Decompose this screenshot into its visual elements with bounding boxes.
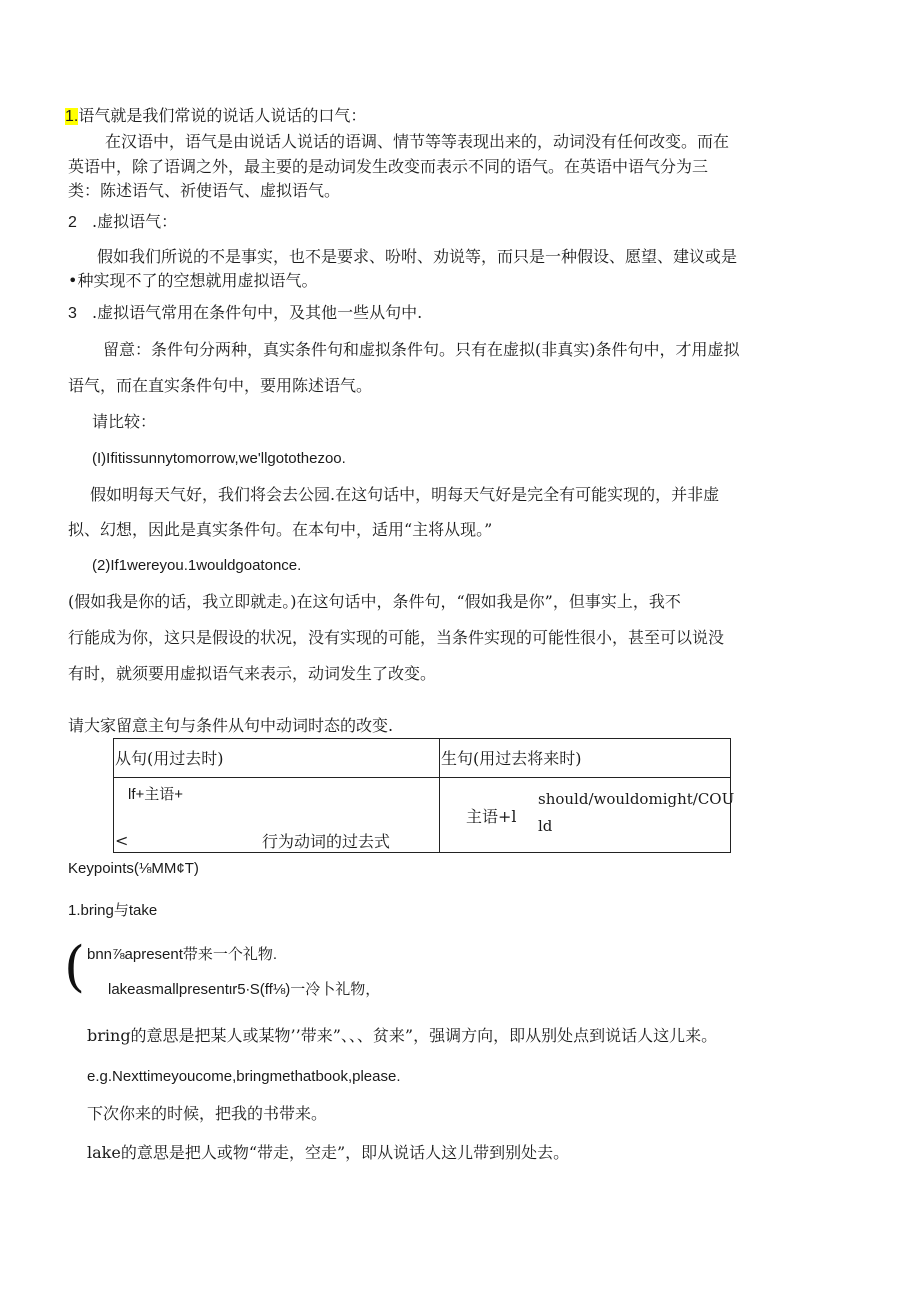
example-2-explanation: (假如我是你的话，我立即就走。)在这句话中，条件句，“假如我是你”，但事实上，我不 <box>68 592 681 611</box>
section-1-heading <box>65 106 366 126</box>
note-line: 语气，而在直实条件句中，要用陈述语气。 <box>68 376 373 395</box>
table-main-subject: 主语+l <box>466 807 517 826</box>
usage-example: e.g.Nexttimeyoucome,bringmethatbook,please. <box>87 1068 401 1085</box>
example-1-explanation: 假如明每天气好，我们将会去公园.在这句话中，明每天气好是完全有可能实现的，并非虚 <box>90 485 720 504</box>
keypoint-1-heading: 1.bring与take <box>68 902 158 919</box>
example-2-sentence: (2)If1wereyou.1wouldgoatonce. <box>92 557 302 574</box>
section-1-para-line: 英语中，除了语调之外，最主要的是动词发生改变而表示不同的语气。在英语中语气分为三 <box>68 157 709 176</box>
example-2-explanation: 有时，就须要用虚拟语气来表示，动词发生了改变。 <box>68 664 437 683</box>
example-1-sentence: (I)Ifitissunnytomorrow,we'llgotothezoo. <box>92 450 346 467</box>
table-left-mark: < <box>115 831 129 850</box>
example-1-explanation: 拟、幻想，因此是真实条件句。在本句中，适用“主将从现。” <box>68 520 493 539</box>
section-2-para-line: •种实现不了的空想就用虚拟语气。 <box>68 271 318 290</box>
take-meaning: lake的意思是把人或物“带走，空走”，即从说话人这儿带到别处去。 <box>87 1143 570 1162</box>
table-header-right-cell <box>440 739 731 778</box>
table-header-left: 从句(用过去时) <box>115 749 224 768</box>
table-body-left-cell <box>114 778 440 853</box>
section-2-heading <box>68 212 177 232</box>
table-modal-verbs: should/wouldomight/COU <box>538 790 735 808</box>
section-3-heading <box>68 303 422 323</box>
note-line: 留意：条件句分两种，真实条件句和虚拟条件句。只有在虚拟(非真实)条件句中，才用虚拟 <box>103 340 740 359</box>
section-3-heading-text: .虚拟语气常用在条件句中，及其他一些从句中. <box>92 303 423 322</box>
table-modal-verbs-cont: ld <box>538 817 553 835</box>
section-1-heading-text: 语气就是我们常说的说话人说话的口气： <box>78 106 367 125</box>
section-1-para-line: 类：陈述语气、祈使语气、虚拟语气。 <box>68 181 341 200</box>
table-if-subject: lf+主语+ <box>128 786 184 803</box>
section-3-number: 3 <box>68 305 77 322</box>
table-intro: 请大家留意主句与条件从句中动词时态的改变. <box>68 716 394 735</box>
example-2-explanation: 行能成为你，这只是假设的状况，没有实现的可能，当条件实现的可能性很小，甚至可以说没 <box>68 628 725 647</box>
table-body-right-cell <box>440 778 735 853</box>
grouping-brace: ( <box>64 935 86 998</box>
take-example: lakeasmallpresentιr5∙S(ff⅛)一冷卜礼物， <box>108 981 381 998</box>
table-header-left-cell <box>114 739 440 778</box>
table-past-verb: 行为动词的过去式 <box>262 832 391 851</box>
compare-label: 请比较： <box>92 412 157 431</box>
bring-example: bnn⅞apresent带来一个礼物. <box>87 946 278 963</box>
section-1-para-line: 在汉语中，语气是由说话人说话的语调、情节等等表现出来的，动词没有任何改变。而在 <box>105 132 730 151</box>
keypoints-title: Keypoints(⅛MM¢T) <box>68 860 199 877</box>
section-2-para-line: 假如我们所说的不是事实，也不是要求、吩咐、劝说等，而只是一种假设、愿望、建议或是 <box>97 247 738 266</box>
tense-table <box>113 738 735 853</box>
section-2-heading-text: .虚拟语气： <box>92 212 178 231</box>
section-1-number: 1. <box>65 108 79 125</box>
usage-example-translation: 下次你来的时候，把我的书带来。 <box>87 1104 328 1123</box>
section-2-number: 2 <box>68 214 77 231</box>
table-header-right: 生句(用过去将来时) <box>441 749 582 768</box>
bring-meaning: bring的意思是把某人或某物’’带来”、、、贫来”，强调方向，即从别处点到说话人这儿来。 <box>87 1026 718 1045</box>
